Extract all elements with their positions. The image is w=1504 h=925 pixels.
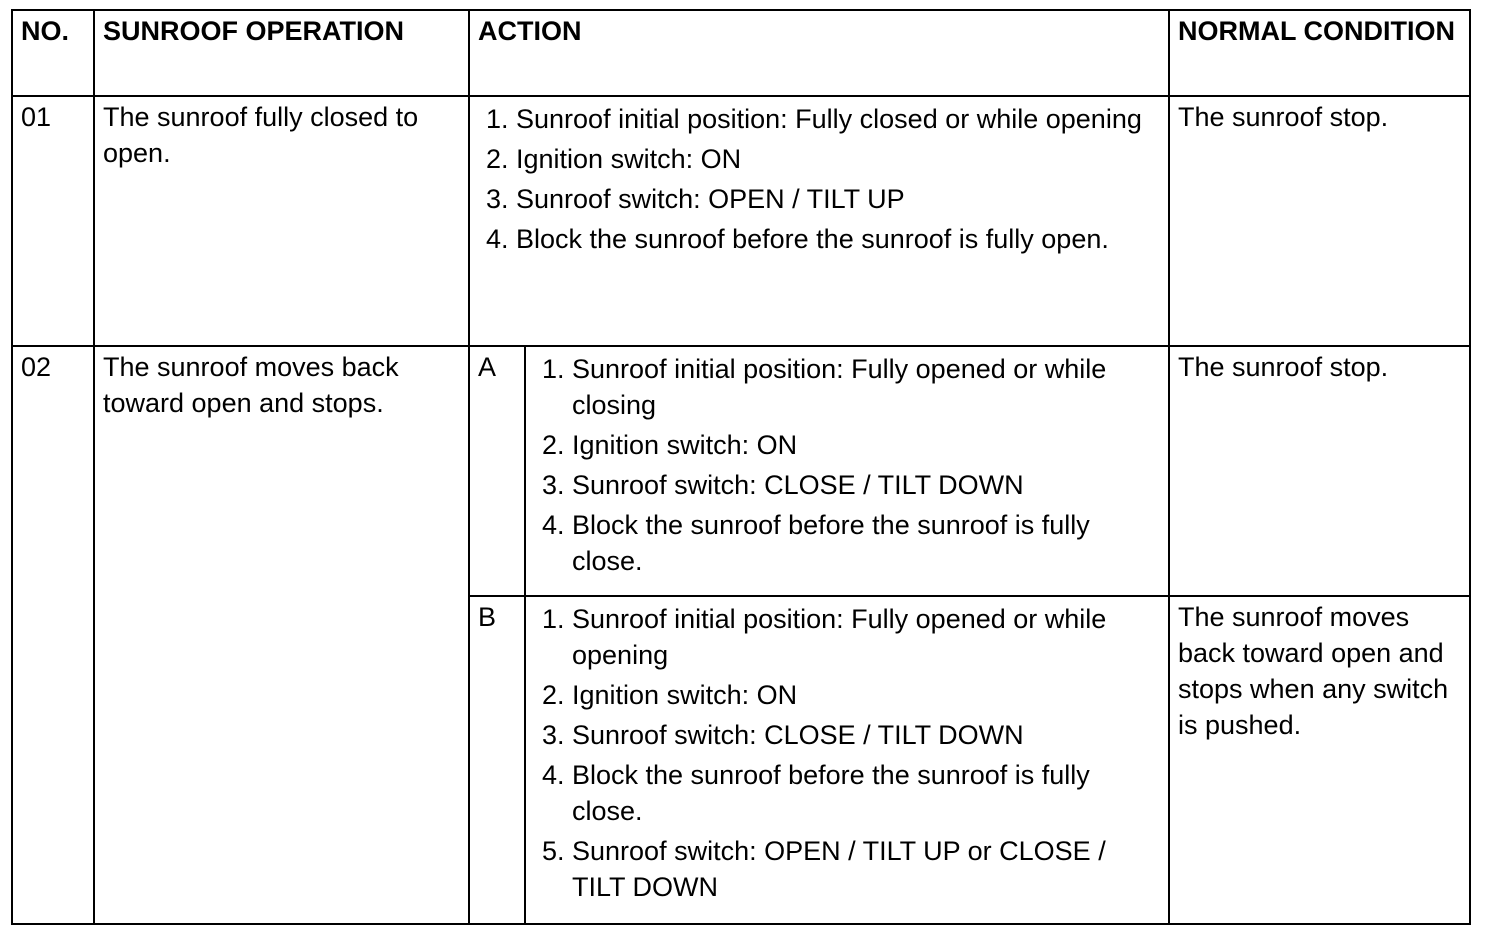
step-number: 2. bbox=[542, 680, 565, 710]
step-number: 2. bbox=[486, 144, 509, 174]
step-item bbox=[470, 181, 1160, 217]
operation-description: The sunroof fully closed to open. bbox=[94, 96, 469, 346]
step-text: Sunroof switch: OPEN / TILT UP or CLOSE / TILT DOWN bbox=[572, 836, 1106, 902]
step-text: Sunroof switch: CLOSE / TILT DOWN bbox=[572, 470, 1024, 500]
row-number: 01 bbox=[12, 96, 94, 346]
sunroof-operation-table bbox=[11, 9, 1471, 925]
step-text: Sunroof initial position: Fully opened or while opening bbox=[572, 604, 1107, 670]
step-number: 4. bbox=[486, 224, 509, 254]
step-item bbox=[526, 507, 1160, 579]
header-row bbox=[12, 10, 1470, 96]
sunroof-operation-table-wrapper bbox=[11, 9, 1469, 925]
steps-list bbox=[470, 101, 1160, 257]
step-number: 5. bbox=[542, 836, 565, 866]
normal-condition: The sunroof stop. bbox=[1169, 346, 1470, 596]
step-text: Ignition switch: ON bbox=[572, 680, 798, 710]
step-item bbox=[526, 427, 1160, 463]
action-steps bbox=[469, 96, 1169, 346]
step-item bbox=[470, 141, 1160, 177]
header-action: ACTION bbox=[469, 10, 1169, 96]
step-number: 1. bbox=[542, 354, 565, 384]
operation-description: The sunroof moves back toward open and stops. bbox=[94, 346, 469, 924]
step-text: Sunroof initial position: Fully opened or while closing bbox=[572, 354, 1107, 420]
step-text: Ignition switch: ON bbox=[516, 144, 742, 174]
steps-list bbox=[526, 351, 1160, 579]
step-text: Ignition switch: ON bbox=[572, 430, 798, 460]
step-item bbox=[470, 221, 1160, 257]
table-row bbox=[12, 96, 1470, 346]
step-item bbox=[526, 677, 1160, 713]
step-text: Block the sunroof before the sunroof is fully close. bbox=[572, 760, 1090, 826]
step-number: 3. bbox=[542, 720, 565, 750]
header-normal-condition: NORMAL CONDITION bbox=[1169, 10, 1470, 96]
header-operation: SUNROOF OPERATION bbox=[94, 10, 469, 96]
step-item bbox=[526, 601, 1160, 673]
sub-case-label: A bbox=[469, 346, 525, 596]
step-text: Sunroof initial position: Fully closed or while opening bbox=[516, 104, 1142, 134]
step-item bbox=[470, 101, 1160, 137]
sub-case-label: B bbox=[469, 596, 525, 924]
step-number: 3. bbox=[542, 470, 565, 500]
step-text: Sunroof switch: CLOSE / TILT DOWN bbox=[572, 720, 1024, 750]
action-steps bbox=[525, 596, 1169, 924]
step-number: 4. bbox=[542, 760, 565, 790]
normal-condition: The sunroof moves back toward open and stops when any switch is pushed. bbox=[1169, 596, 1470, 924]
step-item bbox=[526, 467, 1160, 503]
header-no: NO. bbox=[12, 10, 94, 96]
action-steps bbox=[525, 346, 1169, 596]
step-item bbox=[526, 757, 1160, 829]
step-text: Block the sunroof before the sunroof is fully open. bbox=[516, 224, 1109, 254]
step-number: 3. bbox=[486, 184, 509, 214]
normal-condition: The sunroof stop. bbox=[1169, 96, 1470, 346]
step-item bbox=[526, 833, 1160, 905]
step-item bbox=[526, 717, 1160, 753]
step-text: Block the sunroof before the sunroof is fully close. bbox=[572, 510, 1090, 576]
row-number: 02 bbox=[12, 346, 94, 924]
step-number: 2. bbox=[542, 430, 565, 460]
steps-list bbox=[526, 601, 1160, 905]
step-number: 1. bbox=[486, 104, 509, 134]
step-number: 4. bbox=[542, 510, 565, 540]
step-number: 1. bbox=[542, 604, 565, 634]
step-text: Sunroof switch: OPEN / TILT UP bbox=[516, 184, 905, 214]
table-row bbox=[12, 346, 1470, 596]
step-item bbox=[526, 351, 1160, 423]
